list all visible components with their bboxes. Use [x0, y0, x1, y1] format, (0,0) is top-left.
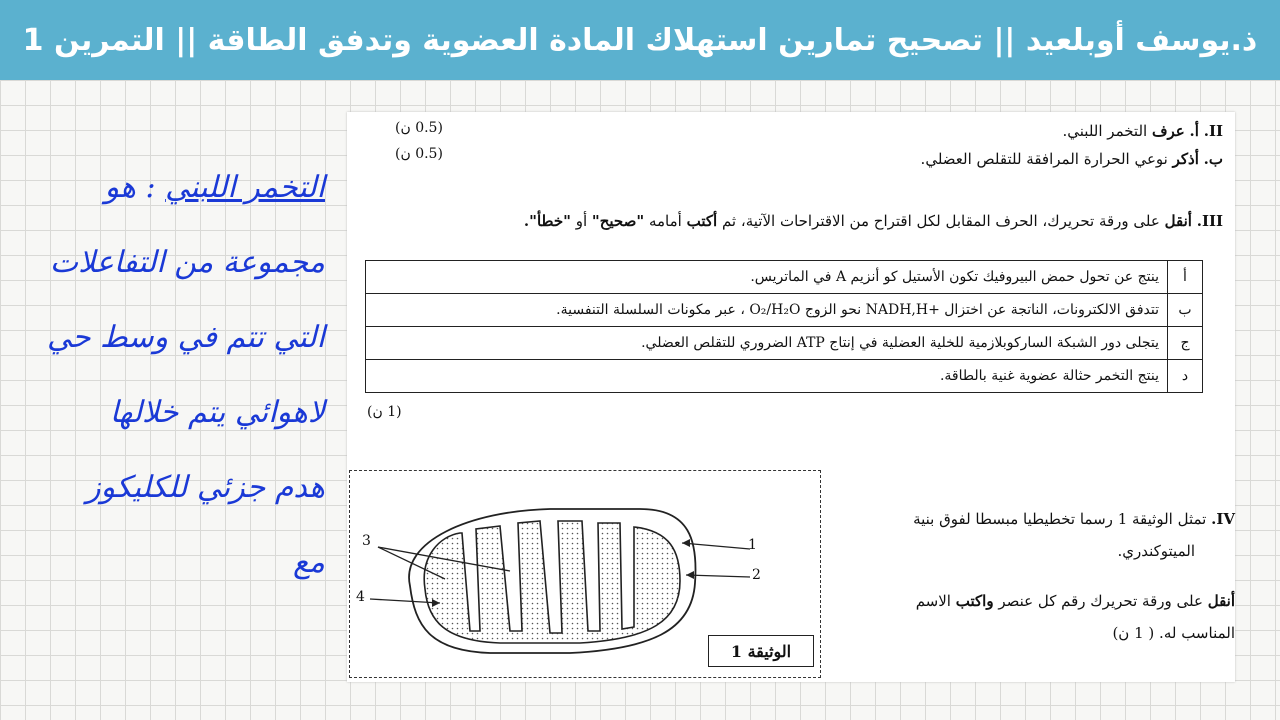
- label-number-1: 1: [748, 537, 757, 553]
- q2-a: [1063, 122, 1224, 140]
- q4-text-1: تمثل الوثيقة 1 رسما تخطيطيا مبسطا لفوق بنية: [913, 510, 1207, 528]
- document-1-label: الوثيقة 1: [708, 635, 814, 667]
- hand-term: التخمر اللبني: [165, 170, 325, 205]
- q3-number: III.: [1196, 212, 1223, 230]
- hand-line-4: لاهوائي يتم خلالها: [109, 395, 325, 430]
- exam-sheet: [347, 112, 1235, 682]
- table-row: [366, 360, 1203, 393]
- label-number-3: 3: [362, 533, 371, 549]
- q2-b-points: (0.5 ن): [395, 146, 443, 162]
- q4-text-3: على ورقة تحريرك رقم كل عنصر: [998, 592, 1203, 610]
- q3-text-2: أمامه: [648, 212, 682, 230]
- q2-a-verb: عرف: [1151, 122, 1185, 140]
- q4-verb: أنقل: [1207, 592, 1235, 610]
- q2-b-text: نوعي الحرارة المرافقة للتقلص العضلي.: [920, 150, 1168, 168]
- q4-line-3: [916, 592, 1235, 610]
- video-title: ذ.يوسف أوبلعيد || تصحيح تمارين استهلاك المادة العضوية وتدفق الطاقة || التمرين 1: [22, 22, 1258, 58]
- row-text: ينتج عن تحول حمض البيروفيك تكون الأستيل كو أنزيم A في الماتريس.: [366, 261, 1168, 294]
- hand-line-2: مجموعة من التفاعلات: [49, 245, 325, 280]
- q4-number: IV.: [1211, 510, 1235, 528]
- q3-or: أو: [575, 212, 588, 230]
- hand-line-5: هدم جزئي للكليكوز: [86, 470, 325, 505]
- hand-line-3: التي تتم في وسط حي: [46, 320, 325, 355]
- label-number-2: 2: [752, 567, 761, 583]
- q4-verb-2: واكتب: [955, 592, 994, 610]
- hand-line-1: [20, 150, 325, 225]
- table-row: [366, 261, 1203, 294]
- q2-b-verb: أذكر: [1172, 150, 1199, 168]
- table-row: [366, 294, 1203, 327]
- table-row: [366, 327, 1203, 360]
- row-letter: ج: [1168, 327, 1203, 360]
- q3-instruction: [524, 212, 1223, 230]
- proposals-table: [365, 260, 1203, 393]
- q3-text-1: على ورقة تحريرك، الحرف المقابل لكل اقتراح من الاقتراحات الآتية، ثم: [721, 212, 1160, 230]
- label-number-4: 4: [356, 589, 365, 605]
- q3-wrong: "خطأ".: [523, 212, 571, 230]
- q2-b-label: ب.: [1203, 150, 1223, 168]
- q3-verb: أنقل: [1164, 212, 1192, 230]
- row-letter: أ: [1168, 261, 1203, 294]
- document-1-frame: [349, 470, 821, 678]
- row-text: ينتج التخمر حثالة عضوية غنية بالطاقة.: [366, 360, 1168, 393]
- row-letter: ب: [1168, 294, 1203, 327]
- q4-line-1: [913, 510, 1235, 528]
- q2-a-points: (0.5 ن): [395, 120, 443, 136]
- q4-line-4: [1112, 624, 1235, 642]
- hand-line-1-rest: : هو: [104, 170, 156, 205]
- q3-verb-2: أكتب: [686, 212, 718, 230]
- q4-text-4: المناسب له.: [1159, 624, 1235, 642]
- q2-a-text: التخمر اللبني.: [1062, 122, 1148, 140]
- row-letter: د: [1168, 360, 1203, 393]
- q3-points: (1 ن): [367, 404, 402, 420]
- q2-a-label: أ.: [1189, 122, 1199, 140]
- hand-line-6: مع: [292, 545, 325, 580]
- q2-number: II.: [1203, 122, 1223, 140]
- handwritten-answer: [20, 150, 325, 600]
- video-title-banner: [0, 0, 1280, 80]
- q4-text-3b: الاسم: [915, 592, 951, 610]
- q4-points: ( 1 ن): [1112, 624, 1155, 642]
- row-text: يتجلى دور الشبكة الساركوبلازمية للخلية العضلية في إنتاج ATP الضروري للتقلص العضلي.: [366, 327, 1168, 360]
- q2-b: [921, 150, 1223, 168]
- q4-line-2: الميتوكندري.: [1117, 542, 1195, 560]
- row-text: تتدفق الالكترونات، الناتجة عن اختزال +NADH,H نحو الزوج O₂/H₂O ، عبر مكونات السلسلة التنفسية.: [366, 294, 1168, 327]
- q3-correct: "صحيح": [591, 212, 645, 230]
